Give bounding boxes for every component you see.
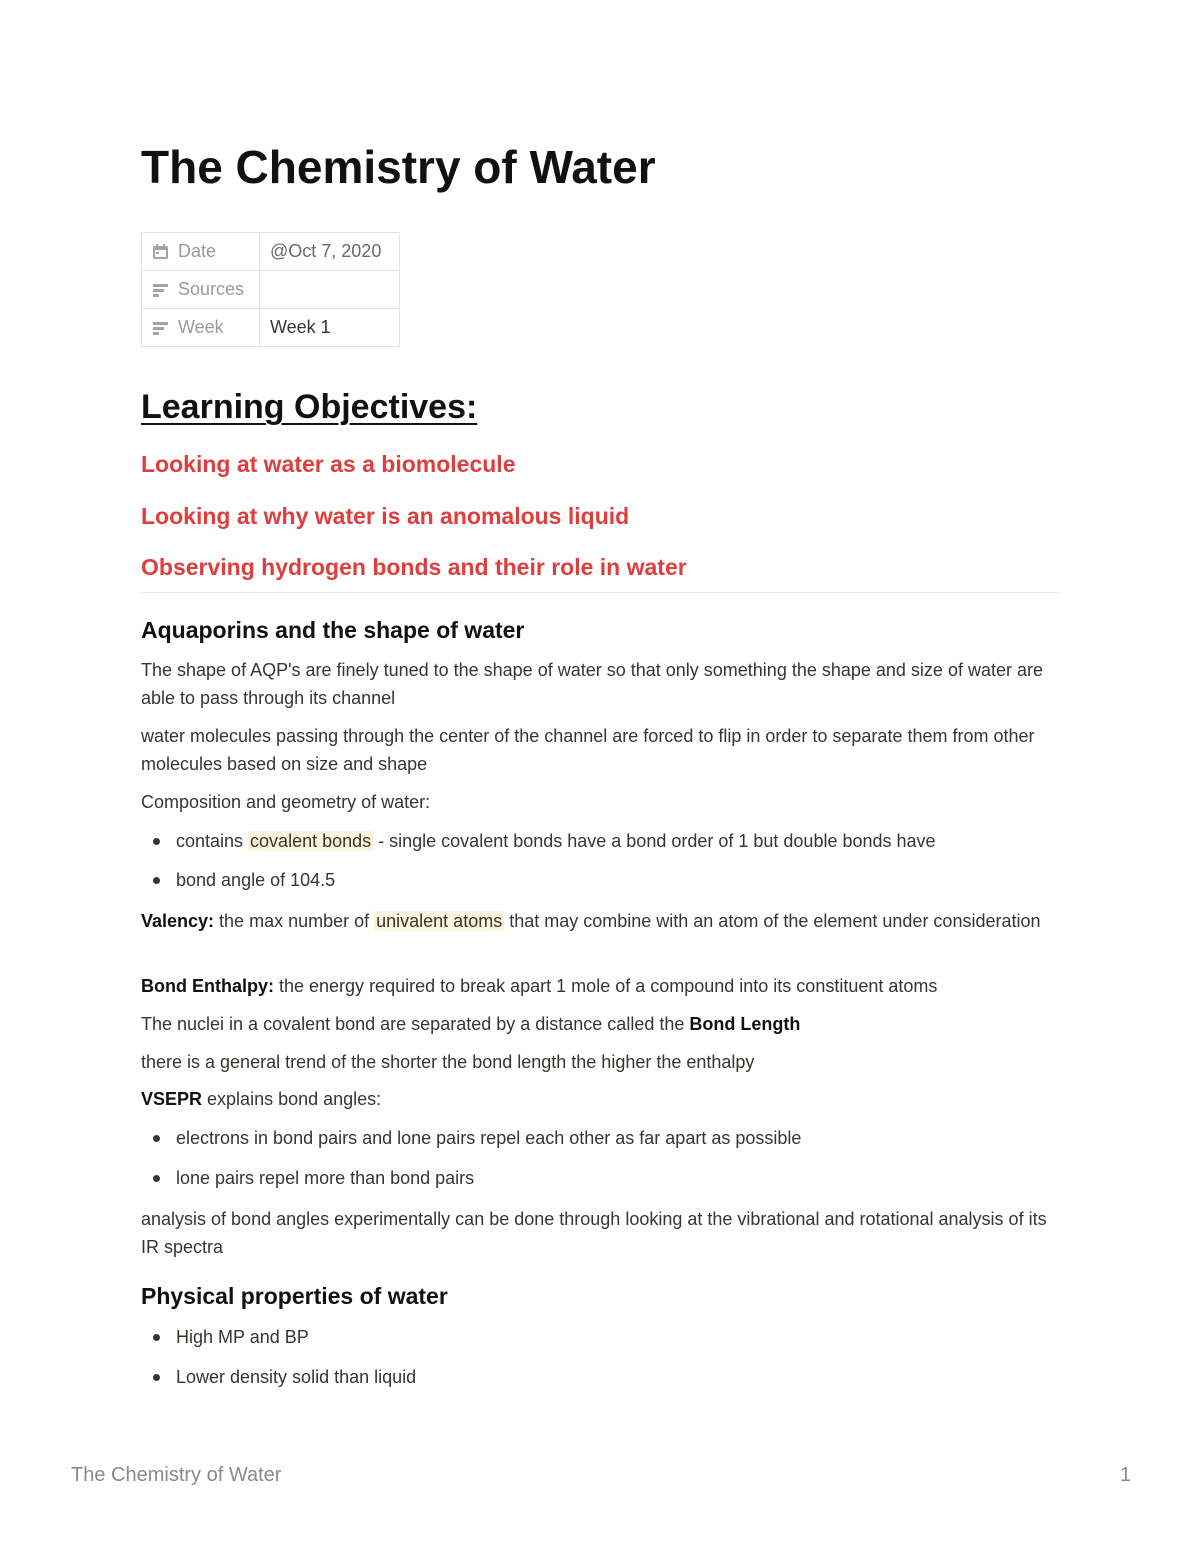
property-row-date: [142, 233, 400, 271]
bullet-dot: [153, 1135, 160, 1142]
paragraph: Composition and geometry of water:: [141, 792, 431, 812]
properties-table: [141, 232, 400, 347]
property-value[interactable]: [260, 271, 400, 309]
paragraph: analysis of bond angles experimentally can be done through looking at the vibrational and rotational analysis of its IR spectra: [141, 1209, 1047, 1257]
paragraph: there is a general trend of the shorter the bond length the higher the enthalpy: [141, 1052, 755, 1072]
list-item: electrons in bond pairs and lone pairs repel each other as far apart as possible: [141, 1124, 801, 1152]
property-row-sources: [142, 271, 400, 309]
highlighted-term: covalent bonds: [250, 831, 372, 851]
paragraph-bond-length: The nuclei in a covalent bond are separated by a distance called the Bond Length: [141, 1014, 801, 1034]
property-key: [142, 233, 260, 271]
paragraph-vsepr: VSEPR explains bond angles:: [141, 1089, 382, 1109]
list-item: Lower density solid than liquid: [141, 1363, 416, 1391]
text-property-icon: [152, 281, 169, 298]
calendar-icon: [152, 243, 169, 260]
term: Bond Length: [689, 1014, 801, 1034]
property-row-week: [142, 309, 400, 347]
section-heading-physical: Physical properties of water: [141, 1283, 448, 1309]
property-value[interactable]: @Oct 7, 2020: [260, 233, 400, 271]
term: VSEPR: [141, 1089, 203, 1109]
term: Valency:: [141, 911, 215, 931]
bullet-dot: [153, 1334, 160, 1341]
paragraph: water molecules passing through the center of the channel are forced to flip in order to separate them from other molecules based on size and shape: [141, 726, 1035, 774]
bullet-dot: [153, 1175, 160, 1182]
learning-objectives-heading: Learning Objectives:: [141, 388, 478, 426]
property-key: [142, 271, 260, 309]
property-value[interactable]: Week 1: [260, 309, 400, 347]
objective-item: Observing hydrogen bonds and their role in water: [141, 554, 687, 580]
list-item: bond angle of 104.5: [141, 866, 335, 894]
list-item: lone pairs repel more than bond pairs: [141, 1164, 474, 1192]
page-number: 1: [1120, 1464, 1132, 1486]
bullet-dot: [153, 1374, 160, 1381]
page-title: The Chemistry of Water: [141, 141, 656, 193]
objective-item: Looking at water as a biomolecule: [141, 451, 516, 477]
text-property-icon: [152, 319, 169, 336]
paragraph-valency: Valency: the max number of univalent atoms that may combine with an atom of the element under consideration: [141, 911, 1041, 931]
list-item: High MP and BP: [141, 1323, 309, 1351]
highlighted-term: univalent atoms: [376, 911, 503, 931]
paragraph: The shape of AQP's are finely tuned to the shape of water so that only something the shape and size of water are able to pass through its channel: [141, 660, 1043, 708]
bullet-dot: [153, 838, 160, 845]
objective-item: Looking at why water is an anomalous liquid: [141, 503, 630, 529]
divider: [141, 592, 1059, 593]
section-heading-aquaporins: Aquaporins and the shape of water: [141, 617, 525, 643]
footer-title: The Chemistry of Water: [71, 1464, 282, 1486]
property-key-label: Week: [178, 317, 224, 337]
property-key: [142, 309, 260, 347]
term: Bond Enthalpy:: [141, 976, 274, 996]
property-key-label: Date: [178, 241, 217, 261]
paragraph-enthalpy: Bond Enthalpy: the energy required to break apart 1 mole of a compound into its constituent atoms: [141, 976, 938, 996]
bullet-dot: [153, 877, 160, 884]
property-key-label: Sources: [178, 279, 245, 299]
list-item: contains covalent bonds - single covalent bonds have a bond order of 1 but double bonds have: [141, 827, 936, 855]
